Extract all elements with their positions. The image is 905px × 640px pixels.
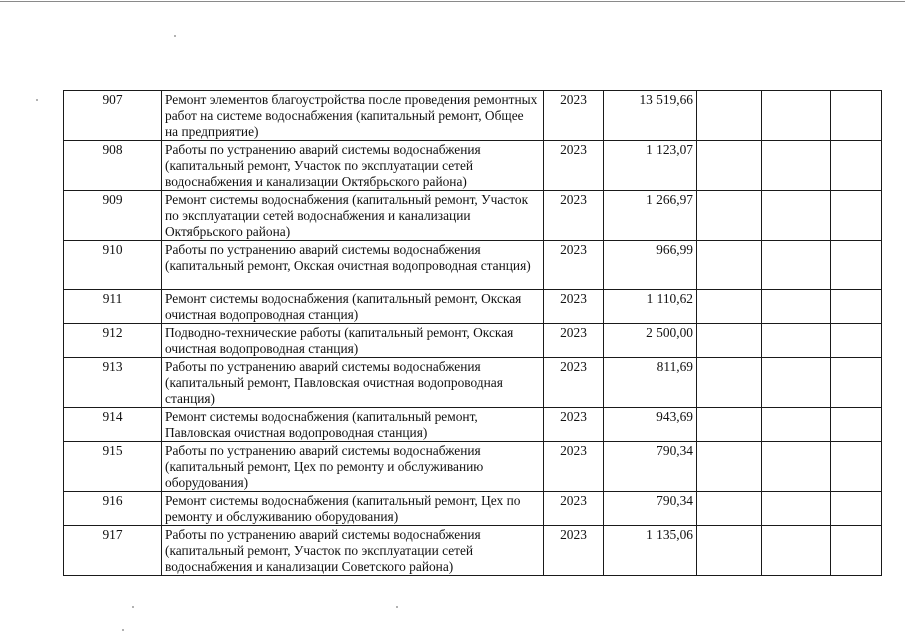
row-number: 909 <box>64 191 162 241</box>
row-amount: 966,99 <box>604 241 697 290</box>
empty-cell <box>762 442 831 492</box>
row-number: 911 <box>64 290 162 324</box>
empty-cell <box>831 241 882 290</box>
empty-cell <box>831 91 882 141</box>
scan-speck <box>132 606 134 608</box>
row-year: 2023 <box>544 492 604 526</box>
row-number: 914 <box>64 408 162 442</box>
empty-cell <box>697 324 762 358</box>
table-row <box>64 241 882 290</box>
row-amount: 790,34 <box>604 442 697 492</box>
row-amount: 2 500,00 <box>604 324 697 358</box>
work-description: Ремонт системы водоснабжения (капитальный ремонт, Окская очистная водопроводная станция) <box>162 290 544 324</box>
row-amount: 13 519,66 <box>604 91 697 141</box>
row-amount: 811,69 <box>604 358 697 408</box>
row-year: 2023 <box>544 91 604 141</box>
empty-cell <box>831 191 882 241</box>
row-number: 915 <box>64 442 162 492</box>
work-description: Ремонт системы водоснабжения (капитальный ремонт, Павловская очистная водопроводная станция) <box>162 408 544 442</box>
row-amount: 1 135,06 <box>604 526 697 576</box>
row-amount: 1 110,62 <box>604 290 697 324</box>
table-row <box>64 290 882 324</box>
empty-cell <box>762 492 831 526</box>
row-year: 2023 <box>544 141 604 191</box>
row-year: 2023 <box>544 408 604 442</box>
row-number: 916 <box>64 492 162 526</box>
empty-cell <box>831 141 882 191</box>
row-year: 2023 <box>544 442 604 492</box>
row-amount: 943,69 <box>604 408 697 442</box>
work-description: Ремонт элементов благоустройства после проведения ремонтных работ на системе водоснабжения (капитальный ремонт, Общее на предприятие) <box>162 91 544 141</box>
row-number: 907 <box>64 91 162 141</box>
row-amount: 1 123,07 <box>604 141 697 191</box>
row-year: 2023 <box>544 358 604 408</box>
work-description: Подводно-технические работы (капитальный ремонт, Окская очистная водопроводная станция) <box>162 324 544 358</box>
empty-cell <box>762 526 831 576</box>
row-amount: 790,34 <box>604 492 697 526</box>
table-row <box>64 442 882 492</box>
scan-speck <box>174 35 176 37</box>
scan-speck <box>122 629 124 631</box>
row-number: 908 <box>64 141 162 191</box>
work-description: Работы по устранению аварий системы водоснабжения (капитальный ремонт, Окская очистная водопроводная станция) <box>162 241 544 290</box>
row-year: 2023 <box>544 324 604 358</box>
register-table <box>63 90 882 576</box>
row-number: 913 <box>64 358 162 408</box>
empty-cell <box>762 191 831 241</box>
empty-cell <box>831 358 882 408</box>
page-top-edge <box>0 1 905 2</box>
table-row <box>64 358 882 408</box>
empty-cell <box>697 358 762 408</box>
empty-cell <box>697 492 762 526</box>
empty-cell <box>831 408 882 442</box>
table-row <box>64 526 882 576</box>
empty-cell <box>762 358 831 408</box>
empty-cell <box>762 241 831 290</box>
work-description: Работы по устранению аварий системы водоснабжения (капитальный ремонт, Павловская очистная водопроводная станция) <box>162 358 544 408</box>
empty-cell <box>831 290 882 324</box>
empty-cell <box>762 141 831 191</box>
table-row <box>64 191 882 241</box>
scan-speck <box>36 99 38 101</box>
work-description: Ремонт системы водоснабжения (капитальный ремонт, Участок по эксплуатации сетей водоснабжения и канализации Октябрьского района) <box>162 191 544 241</box>
row-year: 2023 <box>544 290 604 324</box>
empty-cell <box>697 191 762 241</box>
empty-cell <box>697 91 762 141</box>
row-year: 2023 <box>544 191 604 241</box>
empty-cell <box>831 324 882 358</box>
row-number: 917 <box>64 526 162 576</box>
scan-speck <box>396 606 398 608</box>
empty-cell <box>762 324 831 358</box>
work-description: Ремонт системы водоснабжения (капитальный ремонт, Цех по ремонту и обслуживанию оборудования) <box>162 492 544 526</box>
empty-cell <box>831 526 882 576</box>
table-row <box>64 141 882 191</box>
table-row <box>64 91 882 141</box>
empty-cell <box>831 492 882 526</box>
empty-cell <box>697 408 762 442</box>
empty-cell <box>762 91 831 141</box>
table-row <box>64 408 882 442</box>
empty-cell <box>697 526 762 576</box>
empty-cell <box>697 442 762 492</box>
row-number: 910 <box>64 241 162 290</box>
empty-cell <box>831 442 882 492</box>
work-description: Работы по устранению аварий системы водоснабжения (капитальный ремонт, Участок по эксплуатации сетей водоснабжения и канализации Октябрьского района) <box>162 141 544 191</box>
work-description: Работы по устранению аварий системы водоснабжения (капитальный ремонт, Участок по эксплуатации сетей водоснабжения и канализации Советского района) <box>162 526 544 576</box>
row-year: 2023 <box>544 526 604 576</box>
row-amount: 1 266,97 <box>604 191 697 241</box>
empty-cell <box>697 241 762 290</box>
empty-cell <box>762 408 831 442</box>
empty-cell <box>697 290 762 324</box>
work-description: Работы по устранению аварий системы водоснабжения (капитальный ремонт, Цех по ремонту и обслуживанию оборудования) <box>162 442 544 492</box>
row-year: 2023 <box>544 241 604 290</box>
table-row <box>64 492 882 526</box>
row-number: 912 <box>64 324 162 358</box>
table-row <box>64 324 882 358</box>
empty-cell <box>697 141 762 191</box>
empty-cell <box>762 290 831 324</box>
